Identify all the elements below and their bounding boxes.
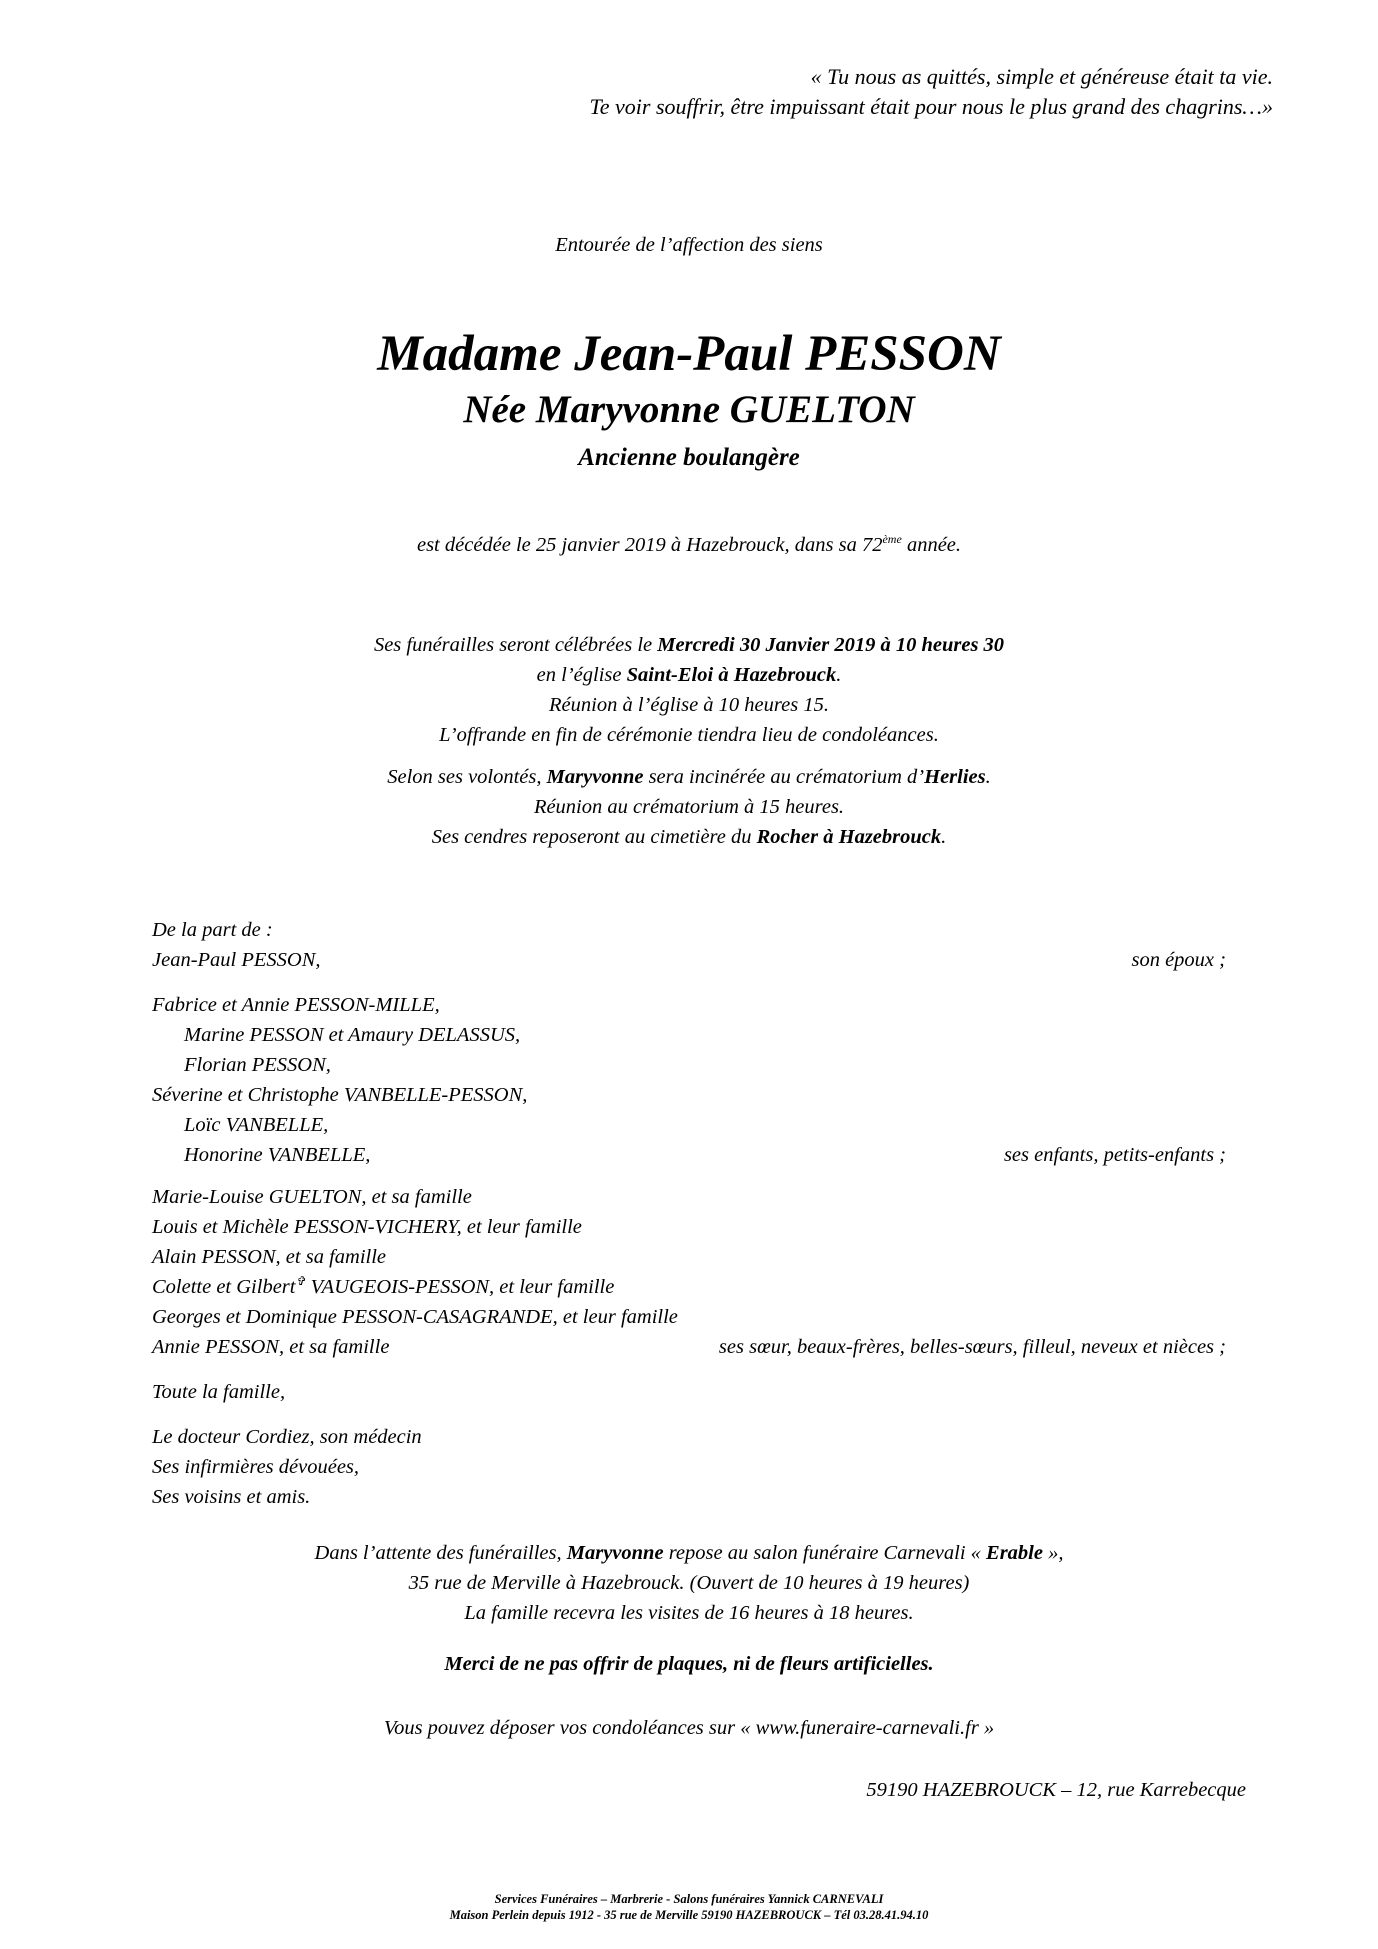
salon-text-e: », — [1042, 1542, 1064, 1564]
epigraph-line-1: « Tu nous as quittés, simple et généreuse était ta vie. — [810, 64, 1273, 89]
cremation-text-e: . — [985, 766, 991, 788]
funeral-details — [0, 630, 1378, 750]
list-item: Marie-Louise GUELTON, et sa famille — [152, 1186, 472, 1208]
salon-details — [0, 1538, 1378, 1628]
list-item: Fabrice et Annie PESSON-MILLE, — [152, 994, 440, 1016]
funeral-line-2 — [0, 660, 1378, 690]
list-item: Séverine et Christophe VANBELLE-PESSON, — [152, 1084, 528, 1106]
list-item: Loïc VANBELLE, — [184, 1114, 329, 1136]
cremation-line-1 — [0, 762, 1378, 792]
cremation-firstname: Maryvonne — [546, 766, 644, 788]
salon-text-a: Dans l’attente des funérailles, — [314, 1542, 567, 1564]
family-children-relation: ses enfants, petits-enfants ; — [1003, 1144, 1226, 1166]
list-item: Marine PESSON et Amaury DELASSUS, — [184, 1024, 521, 1046]
address: 59190 HAZEBROUCK – 12, rue Karrebecque — [866, 1779, 1246, 1801]
cremation-place: Herlies — [924, 766, 986, 788]
sibling-colette-text-end: VAUGEOIS-PESSON, et leur famille — [305, 1276, 615, 1298]
list-item: Ses voisins et amis. — [152, 1486, 311, 1508]
funeral-line-1 — [0, 630, 1378, 660]
death-text: est décédée le 25 janvier 2019 à Hazebrouck, dans sa 72 — [416, 534, 883, 556]
list-item: Florian PESSON, — [184, 1054, 331, 1076]
family-spouse: Jean-Paul PESSON, — [152, 949, 321, 971]
footer — [0, 1891, 1378, 1923]
list-item: Georges et Dominique PESSON-CASAGRANDE, et leur famille — [152, 1306, 678, 1328]
cremation-details — [0, 762, 1378, 852]
family-spouse-relation: son époux ; — [1131, 949, 1226, 971]
salon-line-2: 35 rue de Merville à Hazebrouck. (Ouvert de 10 heures à 19 heures) — [408, 1572, 970, 1594]
death-ordinal-sup: ème — [882, 532, 902, 547]
funeral-line-2-text: en l’église — [536, 664, 627, 686]
cremation-line-3 — [0, 822, 1378, 852]
funeral-line-4: L’offrande en fin de cérémonie tiendra lieu de condoléances. — [439, 724, 939, 746]
funeral-date: Mercredi 30 Janvier 2019 à 10 heures 30 — [657, 634, 1005, 656]
footer-line-1: Services Funéraires – Marbrerie - Salons funéraires Yannick CARNEVALI — [494, 1892, 884, 1906]
funeral-line-3: Réunion à l’église à 10 heures 15. — [549, 694, 829, 716]
deceased-cross-icon: ✞ — [295, 1274, 306, 1289]
list-item — [152, 1272, 678, 1302]
family-children-list — [152, 990, 527, 1170]
family-others-list — [152, 1422, 422, 1512]
deceased-profession: Ancienne boulangère — [578, 444, 800, 471]
cremation-text-c: sera incinérée au crématorium d’ — [643, 766, 925, 788]
cremation-line-3-end: . — [941, 826, 947, 848]
list-item: Alain PESSON, et sa famille — [152, 1246, 387, 1268]
cemetery-name: Rocher à Hazebrouck — [756, 826, 942, 848]
funeral-line-1-text: Ses funérailles seront célébrées le — [373, 634, 658, 656]
list-item: Le docteur Cordiez, son médecin — [152, 1426, 422, 1448]
notice-text: Merci de ne pas offrir de plaques, ni de fleurs artificielles. — [444, 1653, 934, 1675]
funeral-church: Saint-Eloi à Hazebrouck — [626, 664, 837, 686]
list-item: Honorine VANBELLE, — [184, 1144, 371, 1166]
salon-line-1 — [0, 1538, 1378, 1568]
deceased-name: Madame Jean-Paul PESSON — [377, 326, 1001, 382]
epigraph — [590, 62, 1273, 122]
salon-room-name: Erable — [986, 1542, 1043, 1564]
salon-line-3: La famille recevra les visites de 16 heures à 18 heures. — [464, 1602, 914, 1624]
footer-line-2: Maison Perlein depuis 1912 - 35 rue de Merville 59190 HAZEBROUCK – Tél 03.28.41.94.10 — [449, 1908, 929, 1922]
funeral-line-2-end: . — [836, 664, 842, 686]
salon-text-c: repose au salon funéraire Carnevali « — [663, 1542, 987, 1564]
family-siblings-list — [152, 1182, 678, 1362]
list-item: Ses infirmières dévouées, — [152, 1456, 360, 1478]
salon-firstname: Maryvonne — [566, 1542, 664, 1564]
family-siblings-relation: ses sœur, beaux-frères, belles-sœurs, filleul, neveux et nièces ; — [718, 1336, 1226, 1358]
deceased-maiden-name: Née Maryvonne GUELTON — [463, 388, 915, 431]
family-from-label: De la part de : — [152, 919, 273, 941]
intro-text: Entourée de l’affection des siens — [555, 234, 823, 256]
death-text-end: année. — [901, 534, 962, 556]
death-announcement — [0, 530, 1378, 560]
cremation-text-a: Selon ses volontés, — [387, 766, 547, 788]
condolences-text: Vous pouvez déposer vos condoléances sur « www.funeraire-carnevali.fr » — [383, 1717, 995, 1739]
list-item: Annie PESSON, et sa famille — [152, 1336, 390, 1358]
epigraph-line-2: Te voir souffrir, être impuissant était pour nous le plus grand des chagrins…» — [589, 94, 1273, 119]
sibling-colette-text: Colette et Gilbert — [152, 1276, 296, 1298]
cremation-line-3-text: Ses cendres reposeront au cimetière du — [431, 826, 757, 848]
list-item: Louis et Michèle PESSON-VICHERY, et leur famille — [152, 1216, 582, 1238]
family-all: Toute la famille, — [152, 1381, 286, 1403]
notice — [0, 1649, 1378, 1679]
cremation-line-2: Réunion au crématorium à 15 heures. — [533, 796, 845, 818]
